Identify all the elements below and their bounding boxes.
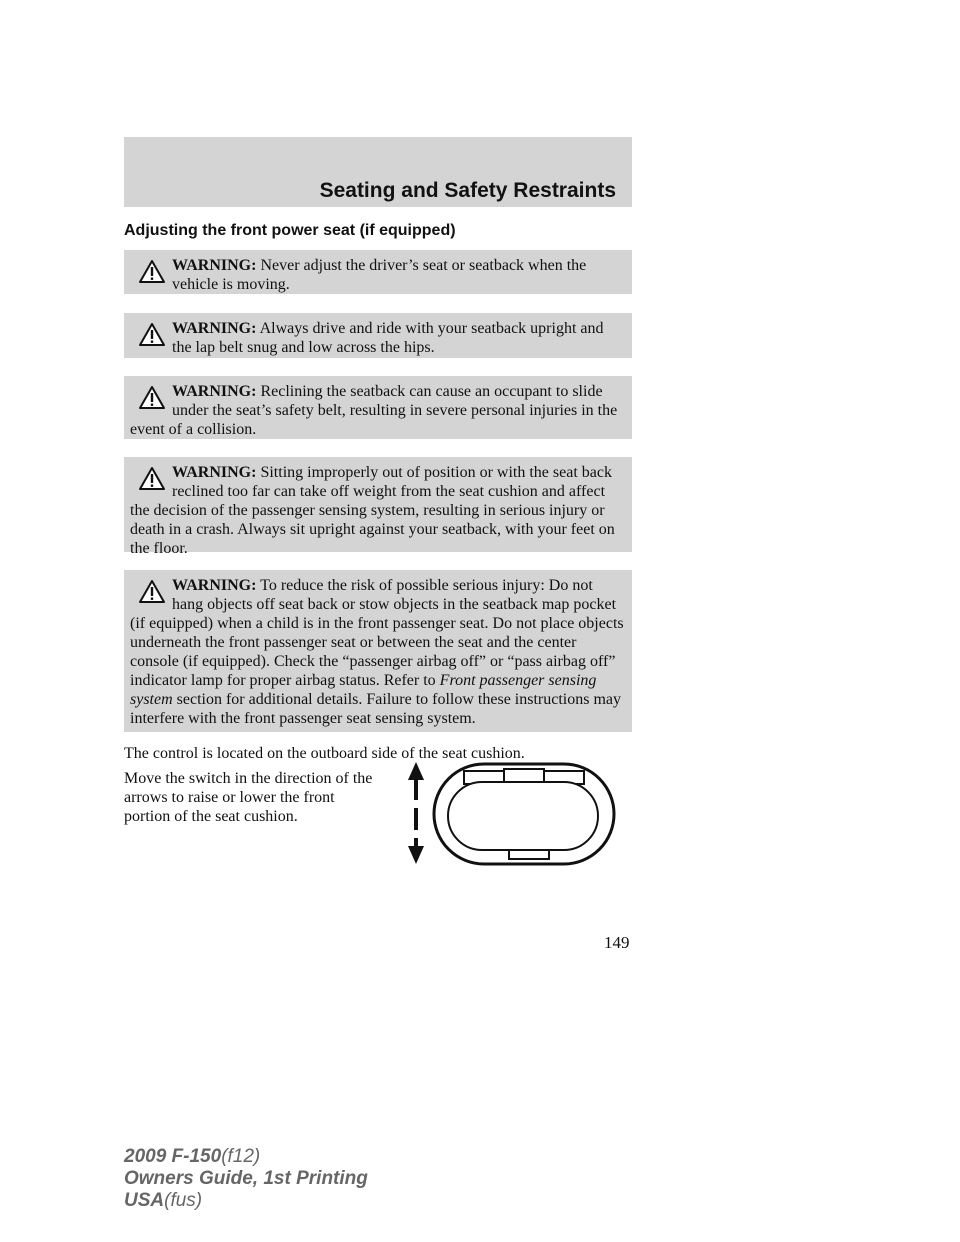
warning-box (124, 250, 632, 294)
warning-text: Always drive and ride with your seatback upright and the lap belt snug and low across the hips. (172, 320, 604, 356)
page-header-band (124, 137, 632, 207)
page-number: 149 (604, 933, 630, 952)
up-down-arrow-icon (408, 762, 424, 864)
footer-model-code: (f12) (221, 1146, 261, 1167)
control-location-paragraph: The control is located on the outboard side of the seat cushion. (124, 745, 525, 762)
warning-triangle-icon (130, 466, 168, 492)
warning-triangle-icon (130, 322, 168, 348)
warning-label: WARNING: (172, 577, 257, 594)
warning-label: WARNING: (172, 257, 257, 274)
cross-reference-link[interactable]: Front passenger sensing system (130, 672, 597, 708)
warning-text: section for additional details. Failure to follow these instructions may interfere with the front passenger seat sensing system. (130, 691, 622, 727)
warning-text: Reclining the seatback can cause an occupant to slide under the seat’s safety belt, resulting in severe personal injuries in the event of a collision. (130, 383, 618, 438)
switch-instruction-paragraph: Move the switch in the direction of the arrows to raise or lower the front portion of the seat cushion. (124, 770, 373, 825)
warning-triangle-icon (130, 579, 168, 605)
footer-region: USA (124, 1190, 165, 1211)
warning-label: WARNING: (172, 383, 257, 400)
warning-text: Never adjust the driver’s seat or seatback when the vehicle is moving. (172, 257, 587, 293)
warning-box (124, 570, 632, 732)
section-heading: Adjusting the front power seat (if equipped) (124, 222, 456, 239)
warning-triangle-icon (130, 385, 168, 411)
footer-region-code: (fus) (164, 1190, 203, 1211)
warning-label: WARNING: (172, 320, 257, 337)
page-header-title: Seating and Safety Restraints (319, 179, 616, 202)
warning-text: To reduce the risk of possible serious injury: Do not hang objects off seat back or stow objects in the seatback map pocket (if equipped) when a child is in the front passenger seat. Do not place objects underneath the front passenger seat or between the seat and the center console (if equipped). Check the “passenger airbag off” or “pass airbag off” indicator lamp for proper airbag status. Refer to (130, 577, 624, 689)
seat-switch-illustration (404, 760, 619, 870)
warning-box (124, 457, 632, 557)
warning-triangle-icon (130, 259, 168, 285)
warning-box (124, 376, 632, 439)
footer-imprint (124, 1146, 368, 1212)
warning-box (124, 313, 632, 358)
footer-guide: Owners Guide, 1st Printing (124, 1168, 368, 1189)
footer-model: 2009 F-150 (124, 1146, 222, 1167)
warning-label: WARNING: (172, 464, 257, 481)
warning-text: Sitting improperly out of position or with the seat back reclined too far can take off weight from the seat cushion and affect the decision of the passenger sensing system, resulting in serious injury or death in a crash. Always sit upright against your seatback, with your feet on the floor. (130, 464, 615, 557)
